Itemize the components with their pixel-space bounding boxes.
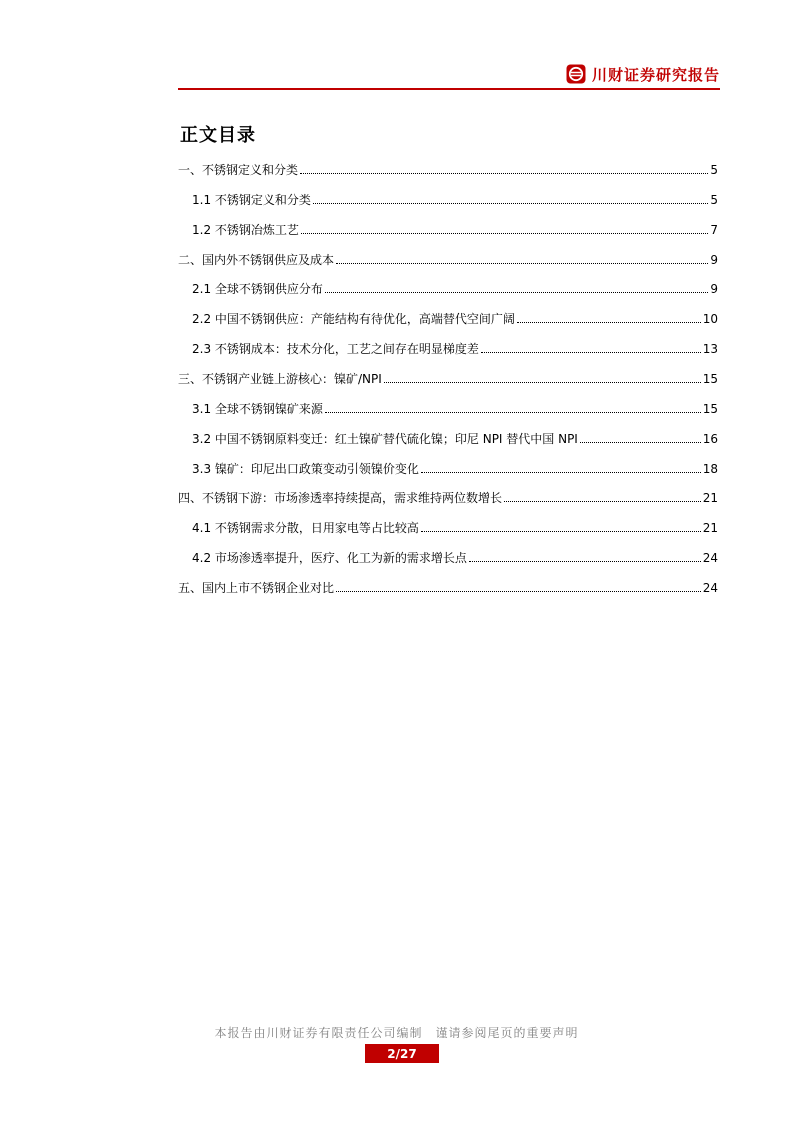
toc-dot-leader (325, 412, 701, 413)
toc-entry-label: 二、国内外不锈钢供应及成本 (178, 252, 335, 267)
toc-entry-page: 9 (710, 282, 718, 297)
toc-entry[interactable] (192, 185, 718, 207)
toc-dot-leader (313, 203, 708, 204)
toc-entry[interactable] (192, 304, 718, 326)
toc-entry[interactable] (192, 513, 718, 535)
toc-dot-leader (481, 352, 701, 353)
toc-entry-label: 4.2 市场渗透率提升，医疗、化工为新的需求增长点 (192, 551, 467, 566)
toc-entry-page: 7 (710, 222, 718, 237)
toc-entry[interactable] (178, 364, 718, 386)
toc-entry[interactable] (192, 424, 718, 446)
toc-entry[interactable] (178, 573, 718, 595)
toc-entry[interactable] (192, 454, 718, 476)
toc-dot-leader (300, 173, 708, 174)
header-brand (566, 62, 720, 86)
toc-dot-leader (580, 442, 701, 443)
toc-entry-page: 16 (702, 431, 718, 446)
toc-entry[interactable] (178, 155, 718, 177)
toc-entry-page: 24 (702, 551, 718, 566)
toc-entry-page: 10 (702, 312, 718, 327)
toc-entry-page: 5 (710, 192, 718, 207)
toc-dot-leader (336, 591, 701, 592)
header-divider (178, 88, 720, 90)
toc-entry-page: 21 (702, 521, 718, 536)
toc-entry[interactable] (192, 543, 718, 565)
toc-dot-leader (336, 263, 708, 264)
toc-entry-page: 15 (702, 401, 718, 416)
toc-entry-label: 三、不锈钢产业链上游核心：镍矿/NPI (178, 371, 382, 386)
page-number-badge: 2/27 (365, 1044, 439, 1063)
toc-entry-page: 24 (702, 580, 718, 595)
toc-entry[interactable] (192, 215, 718, 237)
toc-entry-label: 2.3 不锈钢成本：技术分化，工艺之间存在明显梯度差 (192, 342, 479, 357)
toc-entry[interactable] (192, 394, 718, 416)
toc-dot-leader (421, 531, 701, 532)
toc-entry-page: 18 (702, 461, 718, 476)
toc-entry[interactable] (178, 483, 718, 505)
toc-entry-label: 五、国内上市不锈钢企业对比 (178, 580, 335, 595)
footer-disclaimer: 本报告由川财证券有限责任公司编制 谨请参阅尾页的重要声明 (214, 1026, 579, 1040)
toc-dot-leader (384, 382, 701, 383)
toc-title: 正文目录 (180, 125, 256, 146)
page-header (178, 62, 720, 90)
toc-entry-label: 一、不锈钢定义和分类 (178, 163, 299, 177)
toc-dot-leader (301, 233, 708, 234)
toc-entry-page: 13 (702, 342, 718, 357)
toc-entry-label: 3.2 中国不锈钢原料变迁：红土镍矿替代硫化镍；印尼 NPI 替代中国 NPI (192, 431, 578, 446)
toc-entry-label: 四、不锈钢下游：市场渗透率持续提高，需求维持两位数增长 (178, 491, 503, 506)
toc-entry-label: 3.1 全球不锈钢镍矿来源 (192, 401, 323, 416)
brand-name: 川财证券研究报告 (591, 65, 720, 84)
chuancai-logo-icon (566, 64, 586, 84)
toc-entry-label: 1.2 不锈钢冶炼工艺 (192, 222, 299, 237)
toc-entry-page: 21 (702, 491, 718, 506)
toc-dot-leader (325, 292, 708, 293)
toc-entry[interactable] (192, 334, 718, 356)
toc-dot-leader (421, 472, 701, 473)
toc-dot-leader (517, 322, 701, 323)
toc-entry-label: 3.3 镍矿：印尼出口政策变动引领镍价变化 (192, 461, 419, 476)
toc-entry[interactable] (192, 274, 718, 296)
toc-entry-label: 4.1 不锈钢需求分散，日用家电等占比较高 (192, 521, 419, 536)
toc-dot-leader (469, 561, 701, 562)
toc-entry-page: 9 (710, 252, 718, 267)
toc-entry-page: 5 (710, 163, 718, 177)
toc-dot-leader (504, 501, 701, 502)
toc-entry-label: 2.2 中国不锈钢供应：产能结构有待优化，高端替代空间广阔 (192, 312, 515, 327)
toc-entry-label: 2.1 全球不锈钢供应分布 (192, 282, 323, 297)
toc-entry-page: 15 (702, 371, 718, 386)
toc-entry-label: 1.1 不锈钢定义和分类 (192, 192, 311, 207)
toc-entry[interactable] (178, 245, 718, 267)
